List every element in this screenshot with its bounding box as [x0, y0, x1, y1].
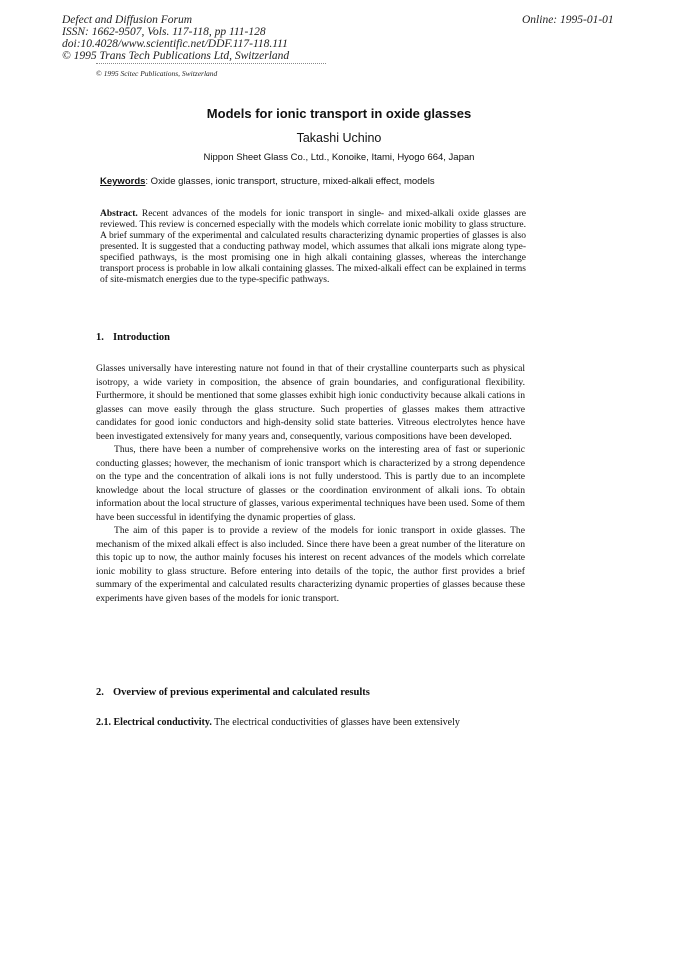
- copyright-line: © 1995 Trans Tech Publications Ltd, Switzerland: [62, 50, 290, 62]
- abstract: [100, 209, 526, 286]
- abstract-text: Recent advances of the models for ionic transport in single- and mixed-alkali oxide glasses are reviewed. This review is concerned especially with the models which correlate ionic mobility to glass structure. A brief summary of the experimental and calculated results characterizing dynamic properties of glasses is also presented. It is suggested that a conducting pathway model, which assumes that alkali ions migrate along type-specified pathways, is the most promising one in high alkali containing glasses, whereas the interchange transport process is probable in low alkali containing glasses. The mixed-alkali effect can be explained in terms of site-mismatch energies due to the type-specific pathways.: [100, 209, 527, 285]
- small-copyright: © 1995 Scitec Publications, Switzerland: [96, 69, 218, 78]
- affiliation: Nippon Sheet Glass Co., Ltd., Konoike, Itami, Hyogo 664, Japan: [203, 152, 475, 163]
- keywords-line: [100, 176, 435, 187]
- issn-line: ISSN: 1662-9507, Vols. 117-118, pp 111-128: [62, 26, 266, 38]
- paper-title: Models for ionic transport in oxide glasses: [206, 106, 472, 121]
- doi-line: doi:10.4028/www.scientific.net/DDF.117-118.111: [62, 38, 288, 50]
- section-title: Overview of previous experimental and calculated results: [113, 687, 370, 698]
- keywords-text: : Oxide glasses, ionic transport, structure, mixed-alkali effect, models: [145, 176, 435, 187]
- online-date: Online: 1995-01-01: [522, 14, 614, 26]
- journal-name: Defect and Diffusion Forum: [62, 14, 192, 26]
- section-heading-overview: [96, 687, 370, 698]
- header-divider: [96, 63, 326, 65]
- introduction-body: [96, 362, 525, 605]
- section-heading-introduction: [96, 332, 170, 343]
- paragraph: Glasses universally have interesting nature not found in that of their crystalline counterparts such as physical isotropy, a wide variety in composition, the absence of grain boundaries, and configurational flexibility. Furthermore, it should be mentioned that some glasses exhibit high ionic conductivity because alkali cations in glasses can move easily through the glass structure. Such properties of glasses makes them attractive candidates for good ionic conductors and high-density solid state batteries. Vitreous electrolytes hence have been investigated extensively for many years and, consequently, various compositions have been developed.: [96, 363, 525, 442]
- subsection-heading: 2.1. Electrical conductivity.: [96, 717, 212, 728]
- section-number: 1.: [96, 332, 104, 343]
- section-number: 2.: [96, 687, 104, 698]
- section-title: Introduction: [113, 332, 170, 343]
- subsection-text: The electrical conductivities of glasses have been extensively: [211, 717, 460, 728]
- paragraph: Thus, there have been a number of comprehensive works on the interesting area of fast or superionic conducting glasses; however, the mechanism of ionic transport which is characterized by a strong dependence on the type and the concentration of alkali ions is not fully understood. This is partly due to an incomplete knowledge about the local structure of glasses or the coordination environment of alkali ions. To obtain information about the local structure of glasses, various experimental techniques have been used. Some of them have been successful in identifying the dynamic properties of glass.: [96, 444, 525, 523]
- paragraph: [96, 716, 525, 730]
- abstract-label: Abstract.: [100, 209, 138, 219]
- author-name: Takashi Uchino: [296, 131, 382, 145]
- subsection-electrical-conductivity: [96, 716, 525, 730]
- paragraph: The aim of this paper is to provide a review of the models for ionic transport in oxide glasses. The mechanism of the mixed alkali effect is also included. Since there have been a great number of the literature on this topic up to now, the author mainly focuses his interest on recent advances of the models which correlate ionic mobility to glass structure. Before entering into details of the topic, the author first provides a brief summary of the experimental and calculated results characterizing dynamic properties of glasses because these experiments have given bases of the models for ionic transport.: [96, 525, 525, 604]
- keywords-label: Keywords: [100, 176, 146, 187]
- citation-block: [62, 14, 289, 62]
